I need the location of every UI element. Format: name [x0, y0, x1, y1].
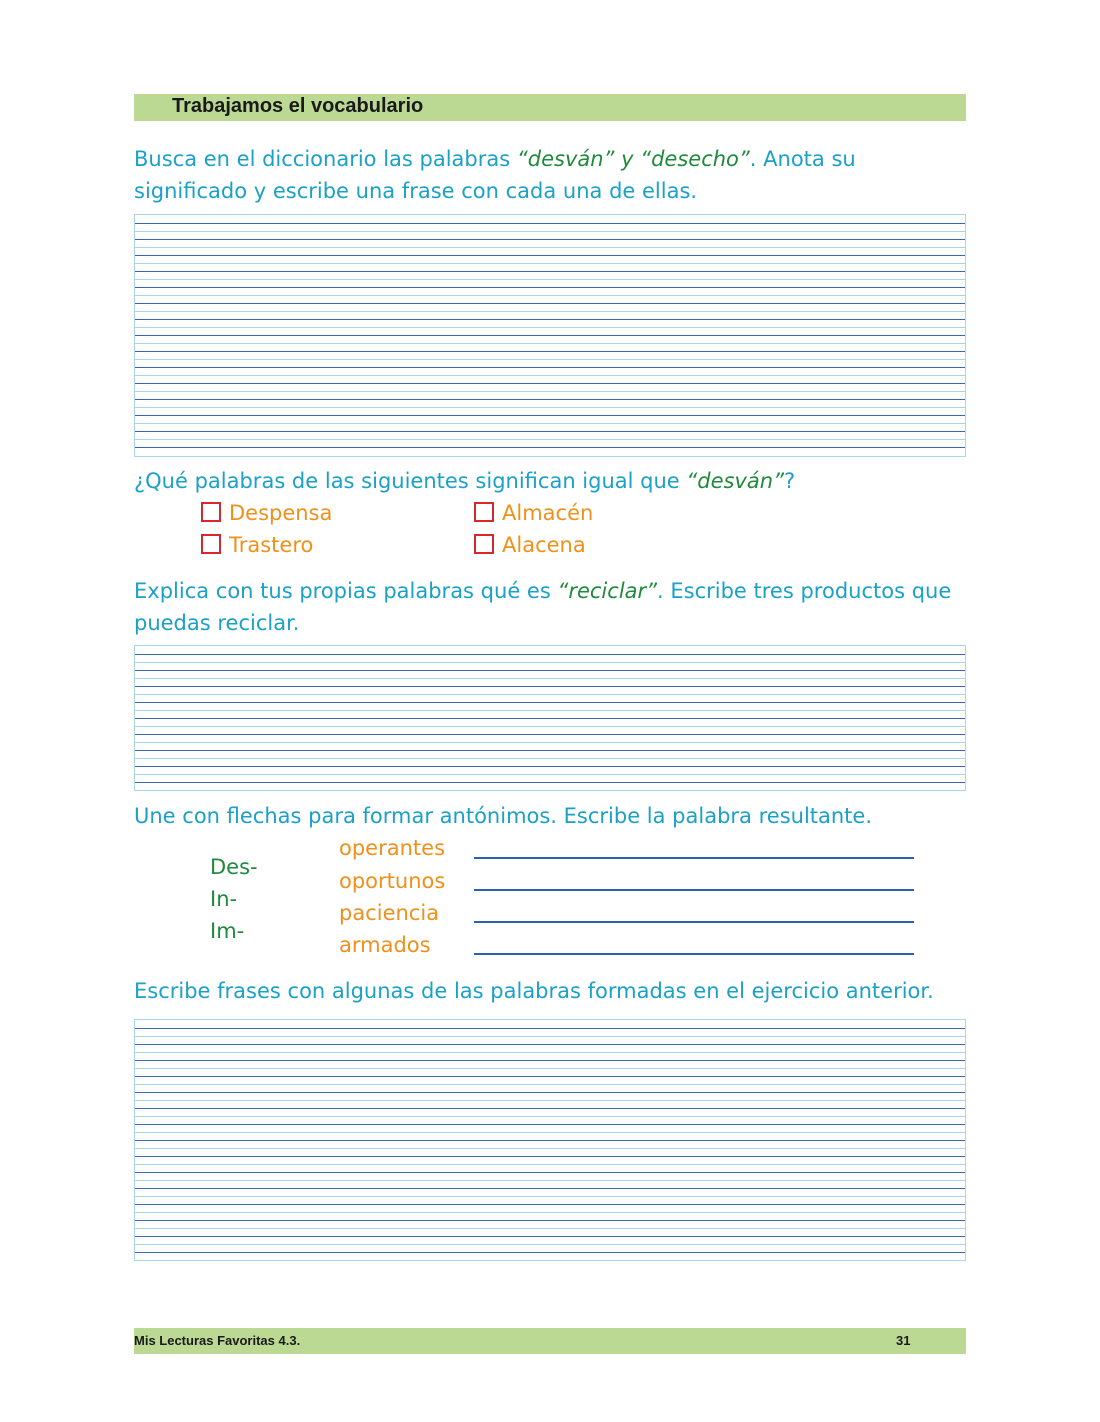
- word-armados: armados: [339, 933, 431, 957]
- option-alacena[interactable]: Alacena: [474, 530, 586, 560]
- ruled-line: [135, 710, 965, 711]
- ruled-line: [135, 654, 965, 655]
- ruled-line: [135, 375, 965, 376]
- ruled-line: [135, 1164, 965, 1165]
- ruled-line: [135, 1236, 965, 1237]
- ruled-line: [135, 1252, 965, 1253]
- ruled-line: [135, 383, 965, 384]
- ruled-line: [135, 263, 965, 264]
- option-despensa[interactable]: Despensa: [201, 498, 332, 528]
- exercise-4-instruction: Une con flechas para formar antónimos. Escribe la palabra resultante.: [134, 804, 873, 828]
- ruled-line: [135, 303, 965, 304]
- ruled-line: [135, 702, 965, 703]
- writing-area-2[interactable]: [134, 645, 966, 791]
- ruled-line: [135, 247, 965, 248]
- ruled-line: [135, 431, 965, 432]
- ruled-line: [135, 391, 965, 392]
- ruled-line: [135, 351, 965, 352]
- ruled-line: [135, 295, 965, 296]
- writing-area-1[interactable]: [134, 214, 966, 457]
- checkbox-icon[interactable]: [474, 502, 494, 522]
- ruled-line: [135, 1156, 965, 1157]
- ruled-line: [135, 1036, 965, 1037]
- writing-area-3[interactable]: [134, 1019, 966, 1261]
- ruled-line: [135, 1084, 965, 1085]
- ruled-line: [135, 726, 965, 727]
- ruled-line: [135, 343, 965, 344]
- ruled-line: [135, 231, 965, 232]
- ruled-line: [135, 718, 965, 719]
- ruled-line: [135, 399, 965, 400]
- ruled-line: [135, 1100, 965, 1101]
- ruled-line: [135, 734, 965, 735]
- ruled-line: [135, 1180, 965, 1181]
- ruled-line: [135, 758, 965, 759]
- prefix-in: In-: [210, 887, 238, 911]
- answer-line-3[interactable]: [474, 921, 914, 923]
- ruled-line: [135, 1068, 965, 1069]
- ruled-line: [135, 255, 965, 256]
- prefix-des: Des-: [210, 855, 258, 879]
- ruled-line: [135, 1132, 965, 1133]
- ruled-line: [135, 774, 965, 775]
- ruled-line: [135, 694, 965, 695]
- ruled-line: [135, 766, 965, 767]
- ruled-line: [135, 678, 965, 679]
- ruled-line: [135, 335, 965, 336]
- ruled-line: [135, 367, 965, 368]
- answer-line-2[interactable]: [474, 889, 914, 891]
- keyword-reciclar: “reciclar”: [557, 579, 658, 603]
- word-operantes: operantes: [339, 836, 446, 860]
- ruled-line: [135, 782, 965, 783]
- ruled-line: [135, 1204, 965, 1205]
- section-title: Trabajamos el vocabulario: [172, 95, 424, 117]
- ruled-line: [135, 1196, 965, 1197]
- exercise-5-instruction: Escribe frases con algunas de las palabras formadas en el ejercicio anterior.: [134, 979, 934, 1003]
- option-almacen[interactable]: Almacén: [474, 498, 593, 528]
- ruled-line: [135, 439, 965, 440]
- exercise-2-instruction: ¿Qué palabras de las siguientes significan igual que “desván”?: [134, 469, 796, 493]
- ruled-line: [135, 359, 965, 360]
- ruled-line: [135, 1228, 965, 1229]
- answer-line-1[interactable]: [474, 857, 914, 859]
- ruled-line: [135, 415, 965, 416]
- checkbox-icon[interactable]: [201, 502, 221, 522]
- ruled-line: [135, 1076, 965, 1077]
- ruled-line: [135, 311, 965, 312]
- ruled-line: [135, 1148, 965, 1149]
- ruled-line: [135, 1188, 965, 1189]
- ruled-line: [135, 1092, 965, 1093]
- exercise-1-instruction: Busca en el diccionario las palabras “desván” y “desecho”. Anota su significado y escribe una frase con cada una de ellas.: [134, 147, 856, 203]
- ruled-line: [135, 662, 965, 663]
- ruled-line: [135, 742, 965, 743]
- keywords-desvan-desecho: “desván” y “desecho”: [516, 147, 750, 171]
- checkbox-icon[interactable]: [201, 534, 221, 554]
- book-title: Mis Lecturas Favoritas 4.3.: [134, 1333, 301, 1348]
- page-number: 31: [896, 1333, 911, 1348]
- ruled-line: [135, 327, 965, 328]
- ruled-line: [135, 1124, 965, 1125]
- option-trastero[interactable]: Trastero: [201, 530, 313, 560]
- ruled-line: [135, 750, 965, 751]
- footer-bar: [134, 1328, 966, 1354]
- ruled-line: [135, 279, 965, 280]
- ruled-line: [135, 239, 965, 240]
- ruled-line: [135, 686, 965, 687]
- word-oportunos: oportunos: [339, 869, 446, 893]
- ruled-line: [135, 1108, 965, 1109]
- ruled-line: [135, 1052, 965, 1053]
- exercise-3-instruction: Explica con tus propias palabras qué es “reciclar”. Escribe tres productos que puedas reciclar.: [134, 579, 952, 635]
- keyword-desvan: “desván”: [686, 469, 784, 493]
- ruled-line: [135, 1028, 965, 1029]
- ruled-line: [135, 407, 965, 408]
- ruled-line: [135, 447, 965, 448]
- ruled-line: [135, 1244, 965, 1245]
- ruled-line: [135, 271, 965, 272]
- ruled-line: [135, 1140, 965, 1141]
- ruled-line: [135, 1172, 965, 1173]
- ruled-line: [135, 1116, 965, 1117]
- ruled-line: [135, 319, 965, 320]
- section-header: [134, 94, 966, 121]
- ruled-line: [135, 1044, 965, 1045]
- ruled-line: [135, 1212, 965, 1213]
- prefix-im: Im-: [210, 919, 245, 943]
- ruled-line: [135, 287, 965, 288]
- ruled-line: [135, 1220, 965, 1221]
- word-paciencia: paciencia: [339, 901, 440, 925]
- ruled-line: [135, 223, 965, 224]
- checkbox-icon[interactable]: [474, 534, 494, 554]
- ruled-line: [135, 1060, 965, 1061]
- ruled-line: [135, 423, 965, 424]
- answer-line-4[interactable]: [474, 953, 914, 955]
- ruled-line: [135, 670, 965, 671]
